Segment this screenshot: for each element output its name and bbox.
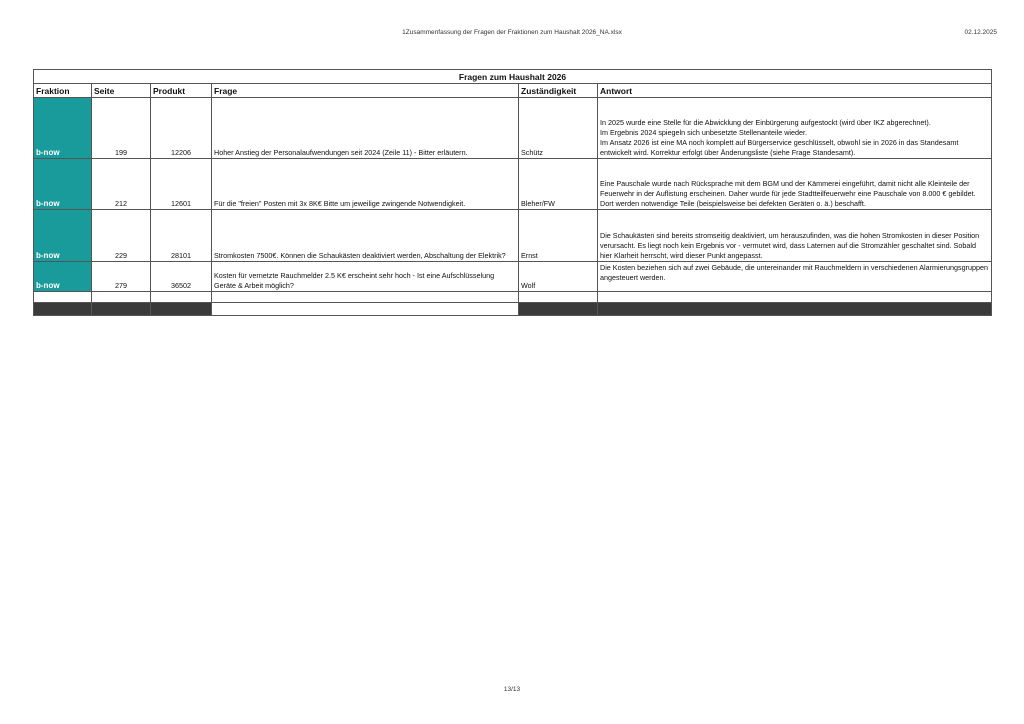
table-row	[34, 210, 992, 262]
table-header-row	[34, 84, 992, 98]
dark-cell	[151, 303, 212, 316]
cell-zustaendigkeit: Bleher/FW	[519, 159, 598, 210]
table-title: Fragen zum Haushalt 2026	[34, 70, 992, 84]
empty-cell	[212, 303, 519, 316]
dark-cell	[34, 303, 92, 316]
page-number: 13/13	[503, 686, 521, 693]
cell-produkt: 12601	[151, 159, 212, 210]
cell-fraktion: b-now	[34, 210, 92, 262]
column-header-antwort: Antwort	[598, 84, 992, 98]
empty-cell	[151, 292, 212, 303]
table-title-row	[34, 70, 992, 84]
cell-antwort: Eine Pauschale wurde nach Rücksprache mit dem BGM und der Kämmerei eingeführt, damit nicht alle Kleinteile der Feuerwehr in der Auflistung erscheinen. Daher wurde für jede Stadtteilfeuerwehr eine Pauschale von 8.000 € gebildet. Dort werden notwendige Teile (beispielsweise bei defekten Geräten o. ä.) beschafft.	[598, 159, 992, 210]
cell-frage: Kosten für vernetzte Rauchmelder 2.5 K€ erscheint sehr hoch - Ist eine Aufschlüsselung Geräte & Arbeit möglich?	[212, 262, 519, 292]
empty-cell	[598, 292, 992, 303]
empty-cell	[519, 292, 598, 303]
cell-produkt: 36502	[151, 262, 212, 292]
empty-cell	[34, 292, 92, 303]
cell-seite: 212	[92, 159, 151, 210]
cell-fraktion: b-now	[34, 98, 92, 159]
document-filename: 1Zusammenfassung der Fragen der Fraktionen zum Haushalt 2026_NA.xlsx	[402, 29, 622, 36]
document-date: 02.12.2025	[964, 29, 997, 36]
cell-fraktion: b-now	[34, 159, 92, 210]
table-row	[34, 159, 992, 210]
dark-filler-row	[34, 303, 992, 316]
cell-produkt: 12206	[151, 98, 212, 159]
empty-cell	[212, 292, 519, 303]
cell-zustaendigkeit: Wolf	[519, 262, 598, 292]
cell-frage: Für die "freien" Posten mit 3x 8K€ Bitte um jeweilige zwingende Notwendigkeit.	[212, 159, 519, 210]
column-header-fraktion: Fraktion	[34, 84, 92, 98]
column-header-seite: Seite	[92, 84, 151, 98]
cell-frage: Hoher Anstieg der Personalaufwendungen seit 2024 (Zeile 11) - Bitter erläutern.	[212, 98, 519, 159]
cell-antwort: Die Kosten beziehen sich auf zwei Gebäude, die untereinander mit Rauchmeldern in verschiedenen Alarmierungsgruppen angesteuert werden.	[598, 262, 992, 292]
cell-frage: Stromkosten 7500€. Können die Schaukästen deaktiviert werden, Abschaltung der Elektrik?	[212, 210, 519, 262]
table-row	[34, 262, 992, 292]
cell-zustaendigkeit: Ernst	[519, 210, 598, 262]
cell-seite: 279	[92, 262, 151, 292]
cell-seite: 229	[92, 210, 151, 262]
column-header-zustaendigkeit: Zuständigkeit	[519, 84, 598, 98]
empty-row	[34, 292, 992, 303]
dark-cell	[92, 303, 151, 316]
cell-antwort: Die Schaukästen sind bereits stromseitig deaktiviert, um herauszufinden, was die hohen Stromkosten in dieser Position verursacht. Es liegt noch kein Ergebnis vor - vermutet wird, dass Laternen auf die Stromzähler geschaltet sind. Sobald hier Klarheit herrscht, wird dieser Punkt angepasst.	[598, 210, 992, 262]
cell-antwort: In 2025 wurde eine Stelle für die Abwicklung der Einbürgerung aufgestockt (wird über IKZ abgerechnet). Im Ergebnis 2024 spiegeln sich unbesetzte Stellenanteile wieder. Im Ansatz 2026 ist eine MA noch komplett auf Bürgerservice geschlüsselt, obwohl sie in 2026 in das Standesamt entwickelt wird. Korrektur erfolgt über Änderungsliste (siehe Frage Standesamt).	[598, 98, 992, 159]
questions-table	[33, 69, 992, 316]
column-header-frage: Frage	[212, 84, 519, 98]
column-header-produkt: Produkt	[151, 84, 212, 98]
table-row	[34, 98, 992, 159]
cell-produkt: 28101	[151, 210, 212, 262]
dark-cell	[598, 303, 992, 316]
empty-cell	[92, 292, 151, 303]
cell-fraktion: b-now	[34, 262, 92, 292]
dark-cell	[519, 303, 598, 316]
cell-zustaendigkeit: Schütz	[519, 98, 598, 159]
cell-seite: 199	[92, 98, 151, 159]
